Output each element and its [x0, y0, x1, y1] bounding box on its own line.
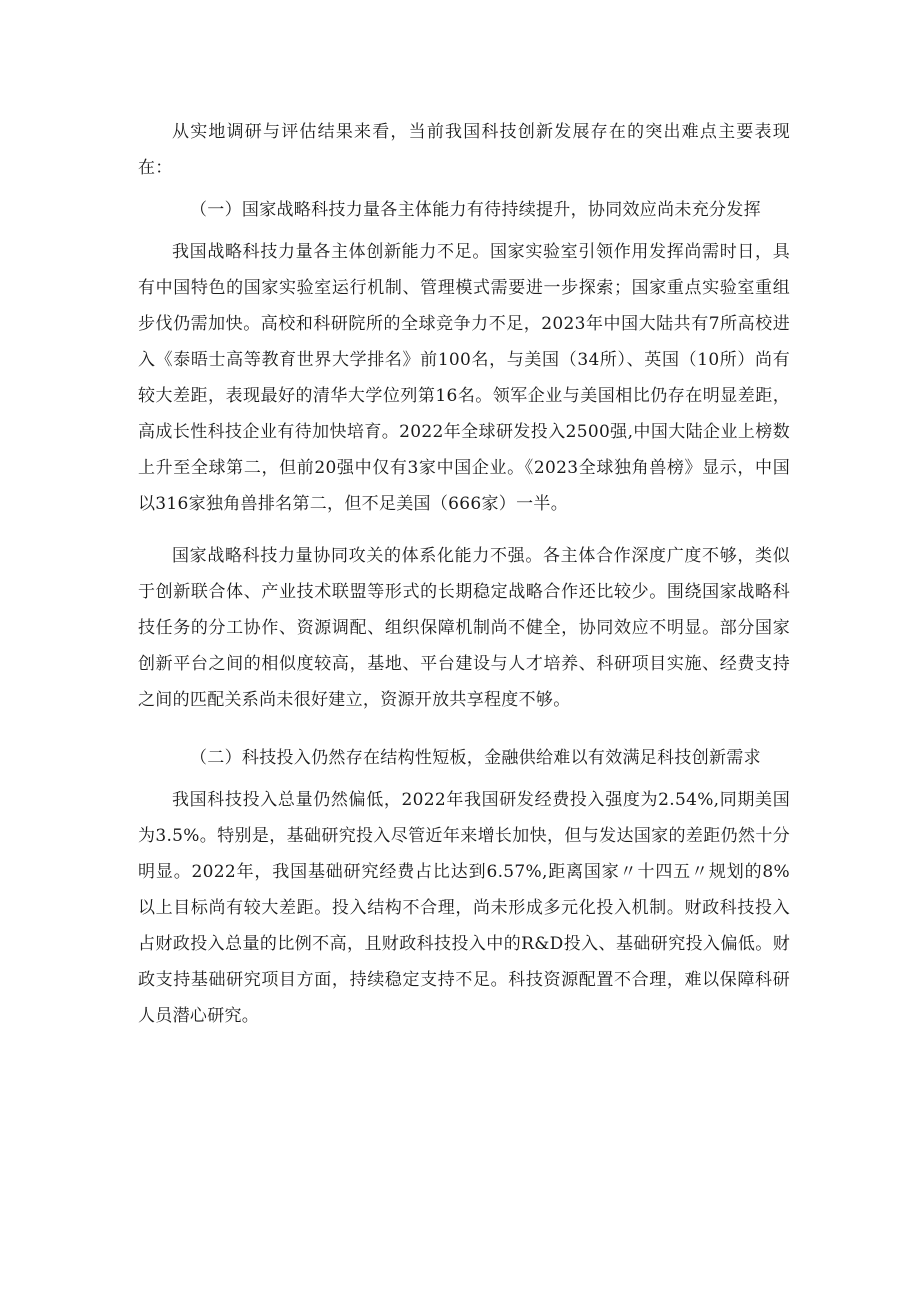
section-1-heading: （一）国家战略科技力量各主体能力有待持续提升，协同效应尚未充分发挥 [190, 200, 761, 220]
section-1-paragraph-2: 国家战略科技力量协同攻关的体系化能力不强。各主体合作深度广度不够，类似于创新联合体、产业技术联盟等形式的长期稳定战略合作还比较少。围绕国家战略科技任务的分工协作、资源调配、组织保障机制尚不健全，协同效应不明显。部分国家创新平台之间的相似度较高，基地、平台建设与人才培养、科研项目实施、经费支持之间的匹配关系尚未很好建立，资源开放共享程度不够。 [138, 546, 790, 710]
section-1-paragraph-1: 我国战略科技力量各主体创新能力不足。国家实验室引领作用发挥尚需时日，具有中国特色的国家实验室运行机制、管理模式需要进一步探索；国家重点实验室重组步伐仍需加快。高校和科研院所的全球竞争力不足，2023年中国大陆共有7所高校进入《泰晤士高等教育世界大学排名》前100名，与美国（34所）、英国（10所）尚有较大差距，表现最好的清华大学位列第16名。领军企业与美国相比仍存在明显差距，高成长性科技企业有待加快培育。2022年全球研发投入2500强,中国大陆企业上榜数上升至全球第二，但前20强中仅有3家中国企业。《2023全球独角兽榜》显示，中国以316家独角兽排名第二，但不足美国（666家）一半。 [138, 242, 790, 514]
document-body [138, 114, 790, 1034]
intro-paragraph: 从实地调研与评估结果来看，当前我国科技创新发展存在的突出难点主要表现在： [138, 122, 790, 178]
section-2-paragraph-1: 我国科技投入总量仍然偏低，2022年我国研发经费投入强度为2.54%,同期美国为3.5%。特别是，基础研究投入尽管近年来增长加快，但与发达国家的差距仍然十分明显。2022年，我国基础研究经费占比达到6.57%,距离国家〃十四五〃规划的8%以上目标尚有较大差距。投入结构不合理，尚未形成多元化投入机制。财政科技投入占财政投入总量的比例不高，且财政科技投入中的R&D投入、基础研究投入偏低。财政支持基础研究项目方面，持续稳定支持不足。科技资源配置不合理，难以保障科研人员潜心研究。 [138, 790, 790, 1026]
section-2-heading: （二）科技投入仍然存在结构性短板，金融供给难以有效满足科技创新需求 [190, 748, 761, 768]
